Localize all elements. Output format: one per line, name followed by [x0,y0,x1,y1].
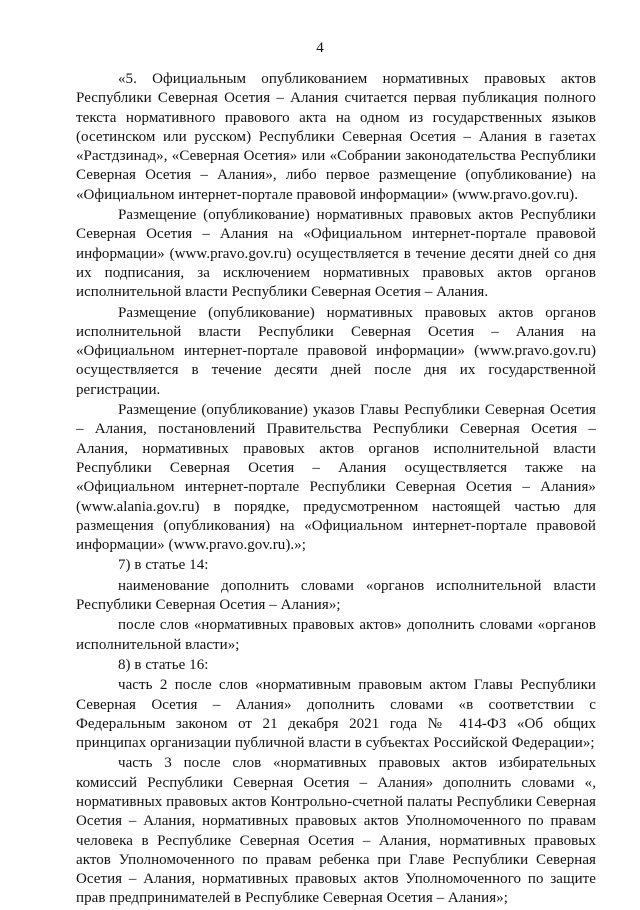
paragraph-article-16-part-2: часть 2 после слов «нормативным правовым актом Главы Республики Северная Осетия – Алания» дополнить словами «в соответствии с Федеральным законом от 21 декабря 2021 года № 414-ФЗ «Об общих принципах организации публичной власти в субъектах Российской Федерации»; [76,677,596,752]
paragraph-placement-alania-portal: Размещение (опубликование) указов Главы Республики Северная Осетия – Алания, постановлений Правительства Республики Северная Осетия – Алания, нормативных правовых актов органов исполнительной власти Республики Северная Осетия – Алания осуществляется также на «Официальном интернет-портале Республики Северная Осетия – Алания» (www.alania.gov.ru) в порядке, предусмотренном настоящей частью для размещения (опубликования) на «Официальном интернет-портале правовой информации» (www.pravo.gov.ru).»; [76,402,596,554]
page-number: 4 [316,40,324,56]
paragraph-article-14-words: после слов «нормативных правовых актов» дополнить словами «органов исполнительной власти»; [76,617,596,653]
paragraph-article-14: 7) в статье 14: [118,557,209,574]
paragraph-placement-executive-acts: Размещение (опубликование) нормативных правовых актов органов исполнительной власти Республики Северная Осетия – Алания на «Официальном интернет-портале правовой информации» (www.pravo.gov.ru) осуществляется в течение десяти дней после дня их государственной регистрации. [76,304,596,398]
paragraph-article-16: 8) в статье 16: [118,656,209,673]
document-body [76,70,596,910]
paragraph-article-14-title: наименование дополнить словами «органов исполнительной власти Республики Северная Осетия – Алания»; [76,577,596,614]
paragraph-article-16-part-3: часть 3 после слов «нормативных правовых актов избирательных комиссий Республики Северная Осетия – Алания» дополнить словами «, нормативных правовых актов Контрольно-счетной палаты Республики Северная Осетия – Алания, нормативных правовых актов Уполномоченного по правам человека в Республике Северная Осетия – Алания, нормативных правовых актов Уполномоченного по правам ребенка при Главе Республики Северная Осетия – Алания, нормативных правовых актов Уполномоченного по защите прав предпринимателей в Республике Северная Осетия – Алания»; [76,755,596,907]
paragraph-placement-republic-acts: Размещение (опубликование) нормативных правовых актов Республики Северная Осетия – Алания на «Официальном интернет-портале правовой информации» (www.pravo.gov.ru) осуществляется в течение десяти дней со дня их подписания, за исключением нормативных правовых актов органов исполнительной власти Республики Северная Осетия – Алания. [76,207,596,301]
paragraph-official-publication: «5. Официальным опубликованием нормативных правовых актов Республики Северная Осетия – Алания считается первая публикация полного текста нормативного правового акта на одном из государственных языков (осетинском или русском) Республики Северная Осетия – Алания в газетах «Растдзинад», «Северная Осетия» или «Собрании законодательства Республики Северная Осетия – Алания», либо первое размещение (опубликование) на «Официальном интернет-портале правовой информации» (www.pravo.gov.ru). [76,71,596,203]
